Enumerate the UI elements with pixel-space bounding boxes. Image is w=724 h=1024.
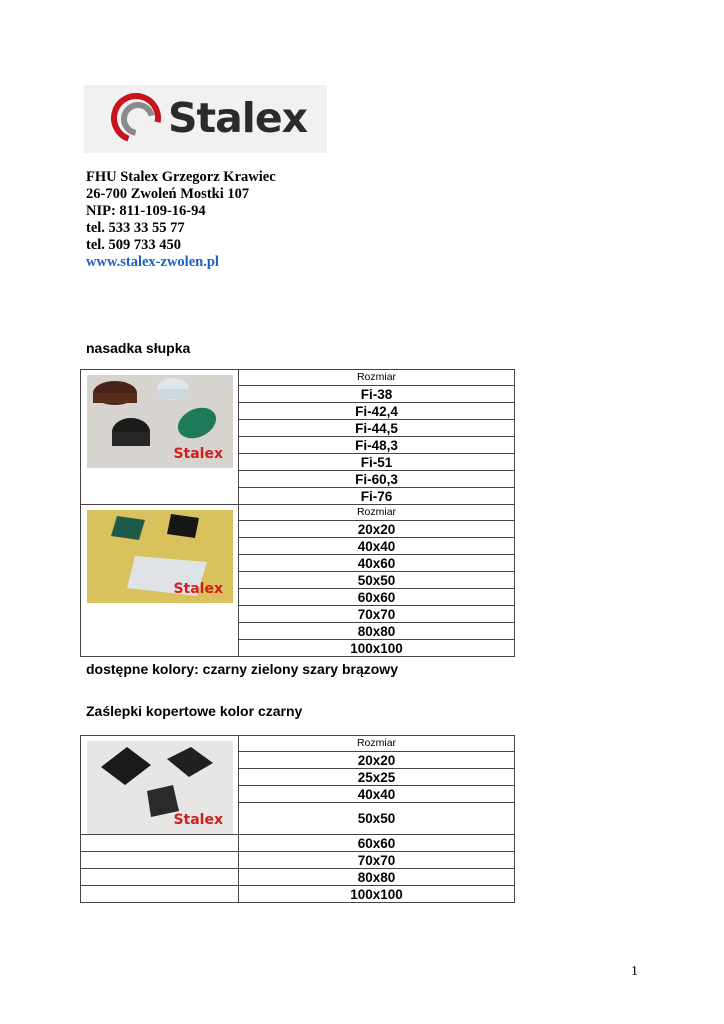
size-cell: Fi-76: [239, 488, 515, 505]
section-title-envelope-caps: Zaślepki kopertowe kolor czarny: [86, 703, 303, 719]
company-address: 26-700 Zwoleń Mostki 107: [86, 186, 250, 202]
envelope-caps-photo-cell: [81, 736, 239, 835]
size-header: Rozmiar: [239, 505, 515, 521]
empty-cell: [81, 886, 239, 903]
envelope-caps-table: [80, 735, 515, 903]
photo-brand-label: Stalex: [173, 812, 223, 828]
size-cell: Fi-48,3: [239, 437, 515, 454]
size-cell: 70x70: [239, 852, 515, 869]
size-cell: 20x20: [239, 521, 515, 538]
stalex-logo: [84, 85, 327, 153]
company-nip: NIP: 811-109-16-94: [86, 203, 206, 219]
size-cell: 25x25: [239, 769, 515, 786]
round-caps-photo-cell: [81, 370, 239, 505]
size-cell: 50x50: [239, 572, 515, 589]
size-cell: Fi-42,4: [239, 403, 515, 420]
post-caps-table: [80, 369, 515, 657]
size-cell: 40x60: [239, 555, 515, 572]
size-header: Rozmiar: [239, 370, 515, 386]
size-cell: 100x100: [239, 640, 515, 657]
company-phone-2: tel. 509 733 450: [86, 237, 182, 253]
size-cell: 60x60: [239, 589, 515, 606]
size-cell: 60x60: [239, 835, 515, 852]
size-cell: Fi-51: [239, 454, 515, 471]
size-cell: 100x100: [239, 886, 515, 903]
empty-cell: [81, 835, 239, 852]
size-cell: Fi-38: [239, 386, 515, 403]
logo-swirl-icon: [110, 92, 162, 144]
size-cell: 80x80: [239, 869, 515, 886]
size-cell: 50x50: [239, 803, 515, 835]
empty-cell: [81, 852, 239, 869]
size-cell: Fi-60,3: [239, 471, 515, 488]
available-colors-note: dostępne kolory: czarny zielony szary brązowy: [86, 661, 398, 677]
size-cell: 20x20: [239, 752, 515, 769]
size-cell: 70x70: [239, 606, 515, 623]
size-cell: 40x40: [239, 786, 515, 803]
company-phone-1: tel. 533 33 55 77: [86, 220, 185, 236]
round-caps-photo: [87, 375, 233, 468]
size-cell: 80x80: [239, 623, 515, 640]
empty-cell: [81, 869, 239, 886]
size-cell: Fi-44,5: [239, 420, 515, 437]
page-number: 1: [631, 964, 638, 979]
size-header: Rozmiar: [239, 736, 515, 752]
company-name: FHU Stalex Grzegorz Krawiec: [86, 169, 276, 185]
square-caps-photo-cell: [81, 505, 239, 657]
square-caps-photo: [87, 510, 233, 603]
size-cell: 40x40: [239, 538, 515, 555]
photo-brand-label: Stalex: [173, 581, 223, 597]
company-website-link[interactable]: www.stalex-zwolen.pl: [86, 254, 219, 270]
envelope-caps-photo: [87, 741, 233, 834]
company-info: [86, 169, 276, 271]
section-title-post-caps: nasadka słupka: [86, 340, 191, 356]
photo-brand-label: Stalex: [173, 446, 223, 462]
logo-wordmark: Stalex: [168, 94, 308, 142]
